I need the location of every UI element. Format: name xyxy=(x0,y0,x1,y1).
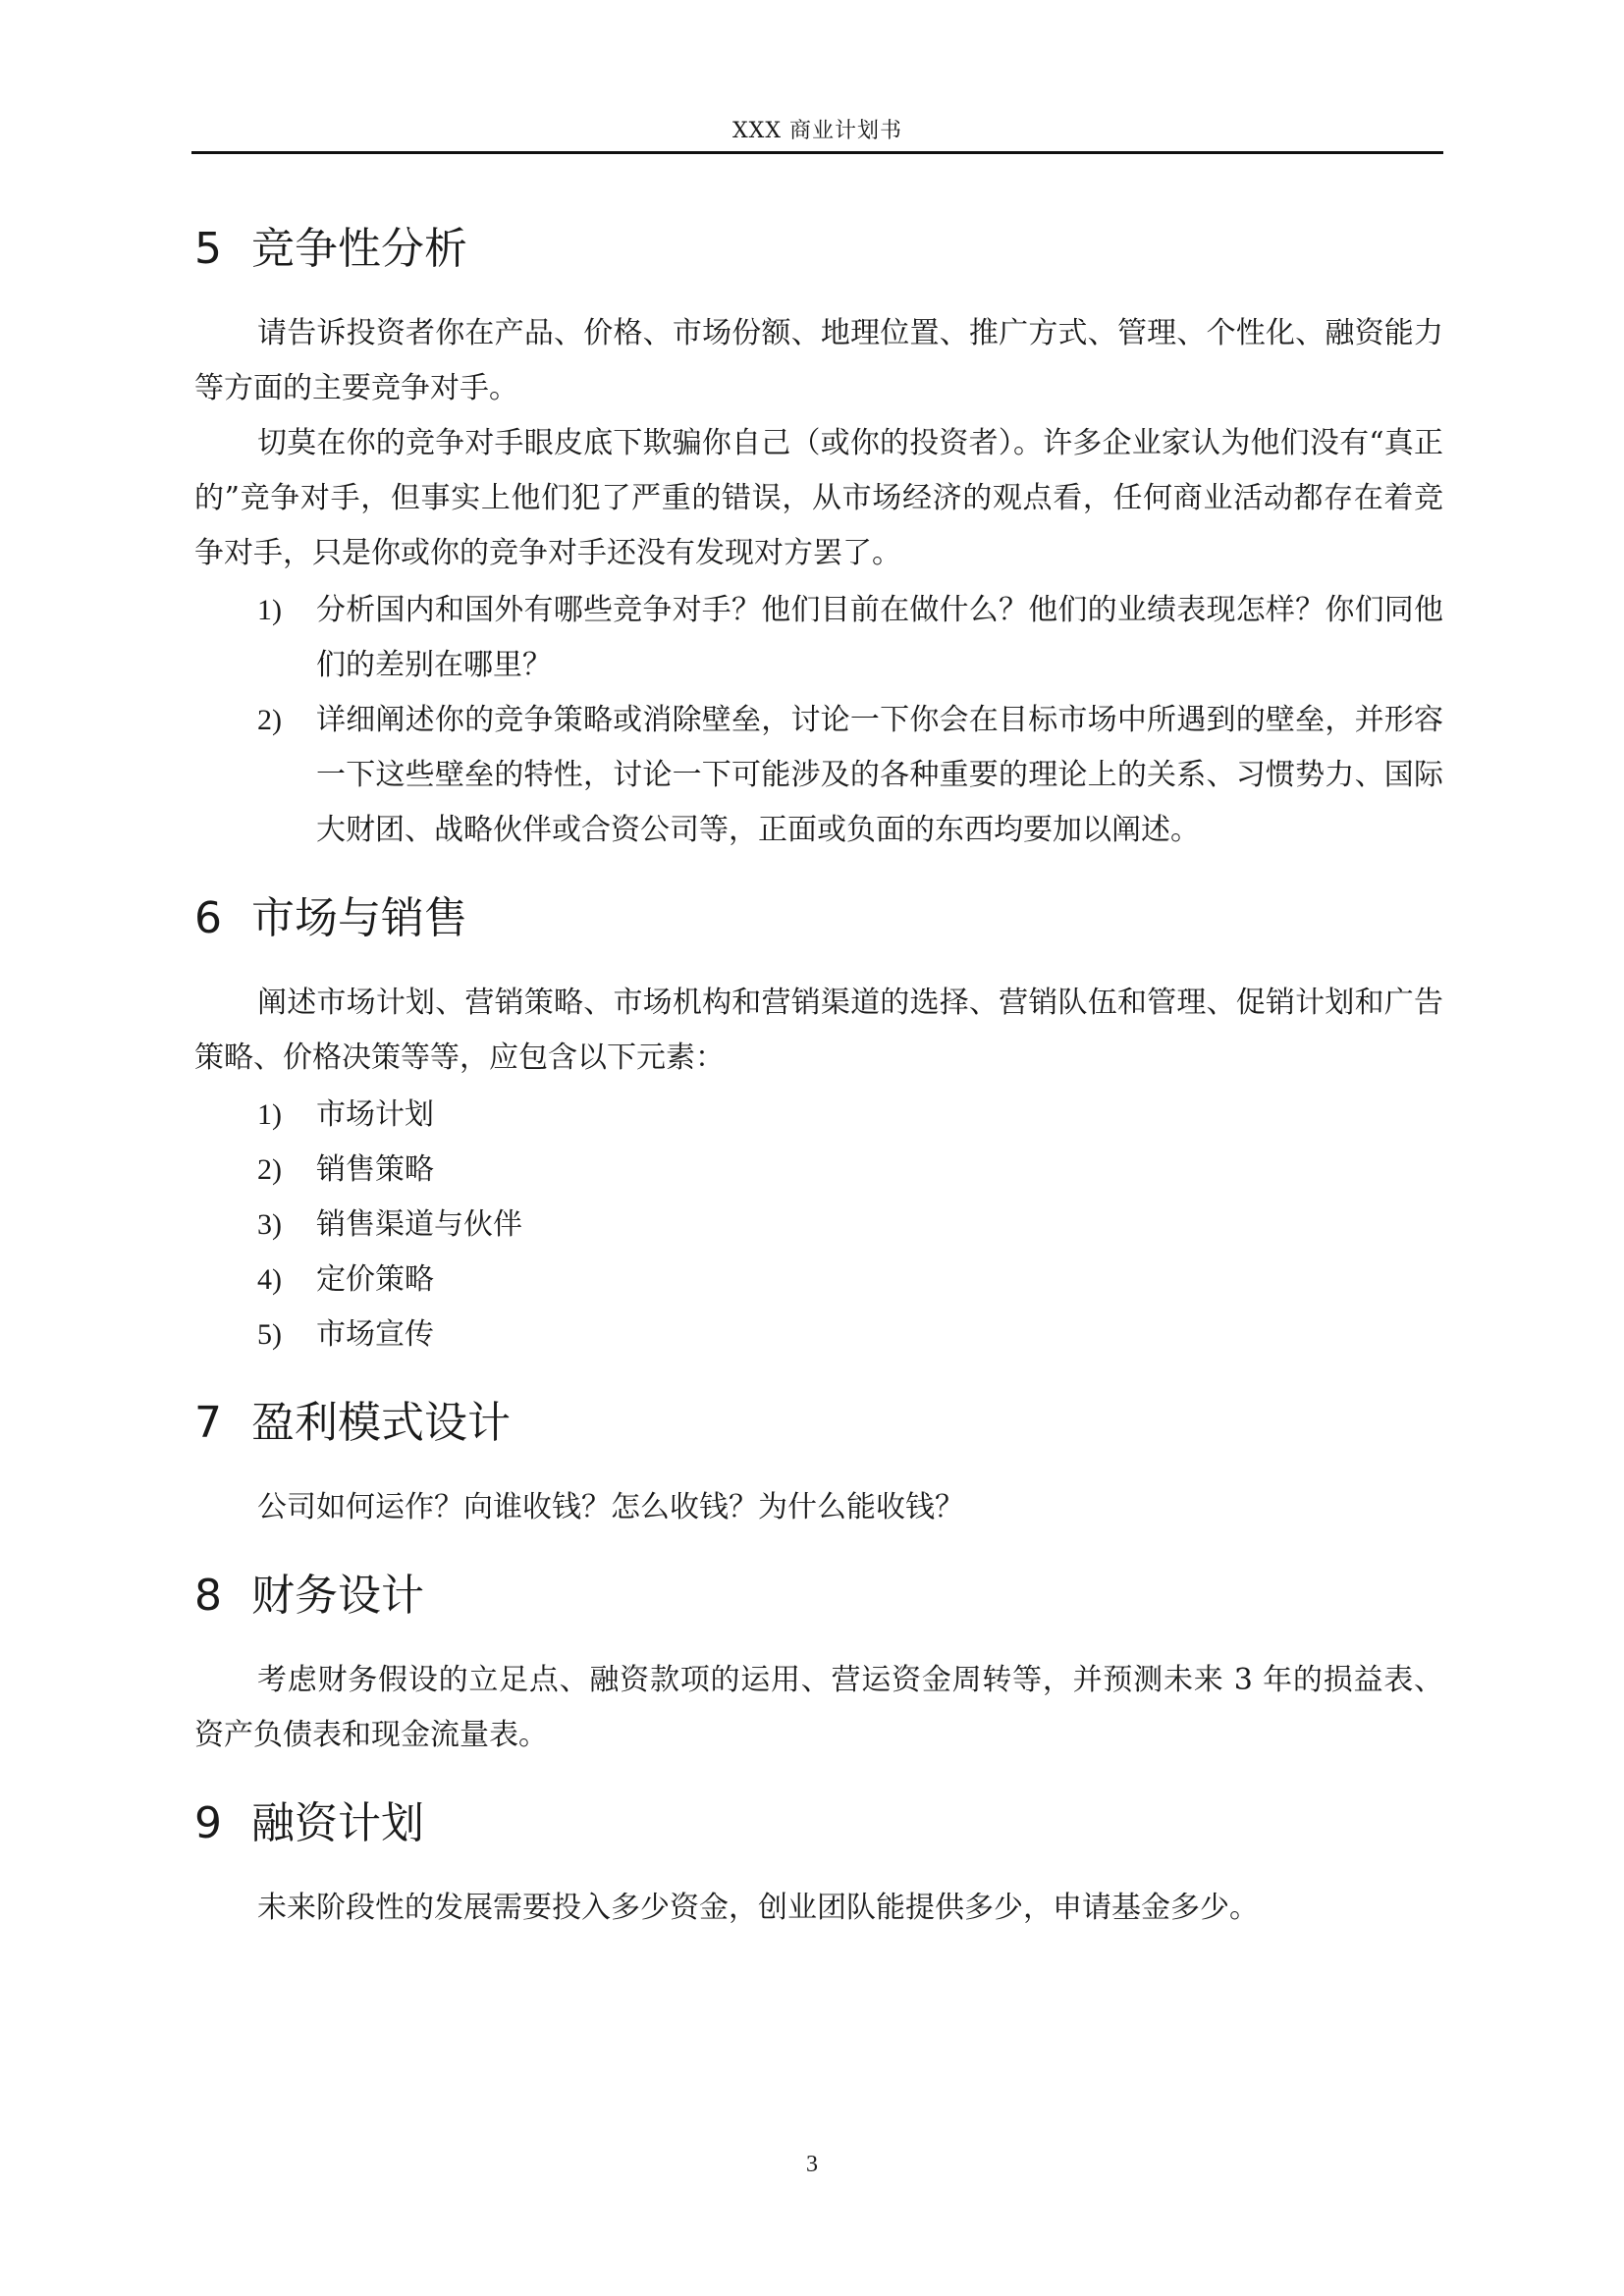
section-number: 9 xyxy=(194,1798,222,1848)
body-paragraph: 未来阶段性的发展需要投入多少资金，创业团队能提供多少，申请基金多少。 xyxy=(257,1891,1259,1925)
section-number: 5 xyxy=(194,224,222,274)
section-heading xyxy=(194,1565,1443,1628)
list-marker: 4) xyxy=(257,1263,282,1296)
list-marker: 5) xyxy=(257,1318,282,1351)
numbered-list xyxy=(194,1088,1443,1362)
section-gap xyxy=(194,858,1443,887)
body-paragraph: 阐述市场计划、营销策略、市场机构和营销渠道的选择、营销队伍和管理、促销计划和广告策略、价格决策等等，应包含以下元素： xyxy=(194,986,1443,1075)
section-title: 财务设计 xyxy=(251,1571,424,1621)
list-marker: 2) xyxy=(257,1153,282,1186)
section-title: 竞争性分析 xyxy=(251,224,467,274)
header-rule xyxy=(191,151,1443,154)
section-heading xyxy=(194,218,1443,281)
section-heading xyxy=(194,887,1443,950)
list-marker: 3) xyxy=(257,1208,282,1241)
list-item-text: 销售渠道与伙伴 xyxy=(316,1207,522,1242)
section-number: 7 xyxy=(194,1398,222,1448)
list-item xyxy=(194,1198,1443,1253)
section xyxy=(194,1392,1443,1535)
numbered-list xyxy=(194,583,1443,858)
section-title: 盈利模式设计 xyxy=(251,1398,511,1448)
list-item xyxy=(194,693,1443,858)
body-paragraph: 公司如何运作？向谁收钱？怎么收钱？为什么能收钱？ xyxy=(257,1490,964,1524)
list-item-text: 市场宣传 xyxy=(316,1317,434,1352)
list-item-text: 销售策略 xyxy=(316,1152,434,1187)
section-heading xyxy=(194,1392,1443,1455)
section-gap xyxy=(194,1535,1443,1565)
section xyxy=(194,218,1443,858)
list-item xyxy=(194,1253,1443,1308)
body-paragraph: 切莫在你的竞争对手眼皮底下欺骗你自己（或你的投资者）。许多企业家认为他们没有“真正的”竞争对手，但事实上他们犯了严重的错误，从市场经济的观点看，任何商业活动都存在着竞争对手，只是你或你的竞争对手还没有发现对方罢了。 xyxy=(194,426,1443,570)
body-paragraph: 请告诉投资者你在产品、价格、市场份额、地理位置、推广方式、管理、个性化、融资能力等方面的主要竞争对手。 xyxy=(194,316,1443,405)
document-body xyxy=(194,218,1443,1936)
section-gap xyxy=(194,1763,1443,1792)
list-item-text: 市场计划 xyxy=(316,1097,434,1132)
section-number: 8 xyxy=(194,1571,222,1621)
section-title: 市场与销售 xyxy=(251,893,467,943)
list-marker: 1) xyxy=(257,594,282,626)
list-item-text: 分析国内和国外有哪些竞争对手？他们目前在做什么？他们的业绩表现怎样？你们同他们的差别在哪里？ xyxy=(316,593,1443,682)
list-marker: 1) xyxy=(257,1098,282,1131)
running-header: XXX 商业计划书 xyxy=(732,119,902,143)
page-number: 3 xyxy=(806,2152,818,2177)
list-item xyxy=(194,1088,1443,1143)
section-title: 融资计划 xyxy=(251,1798,424,1848)
section-number: 6 xyxy=(194,893,222,943)
section xyxy=(194,887,1443,1362)
section xyxy=(194,1565,1443,1763)
list-item-text: 定价策略 xyxy=(316,1262,434,1297)
list-item xyxy=(194,1143,1443,1198)
section-heading xyxy=(194,1792,1443,1855)
section-gap xyxy=(194,1362,1443,1392)
body-paragraph: 考虑财务假设的立足点、融资款项的运用、营运资金周转等，并预测未来 3 年的损益表、资产负债表和现金流量表。 xyxy=(194,1663,1443,1752)
list-item-text: 详细阐述你的竞争策略或消除壁垒，讨论一下你会在目标市场中所遇到的壁垒，并形容一下这些壁垒的特性，讨论一下可能涉及的各种重要的理论上的关系、习惯势力、国际大财团、战略伙伴或合资公司等，正面或负面的东西均要加以阐述。 xyxy=(316,703,1443,847)
list-item xyxy=(194,1308,1443,1362)
list-marker: 2) xyxy=(257,704,282,736)
section xyxy=(194,1792,1443,1936)
list-item xyxy=(194,583,1443,693)
